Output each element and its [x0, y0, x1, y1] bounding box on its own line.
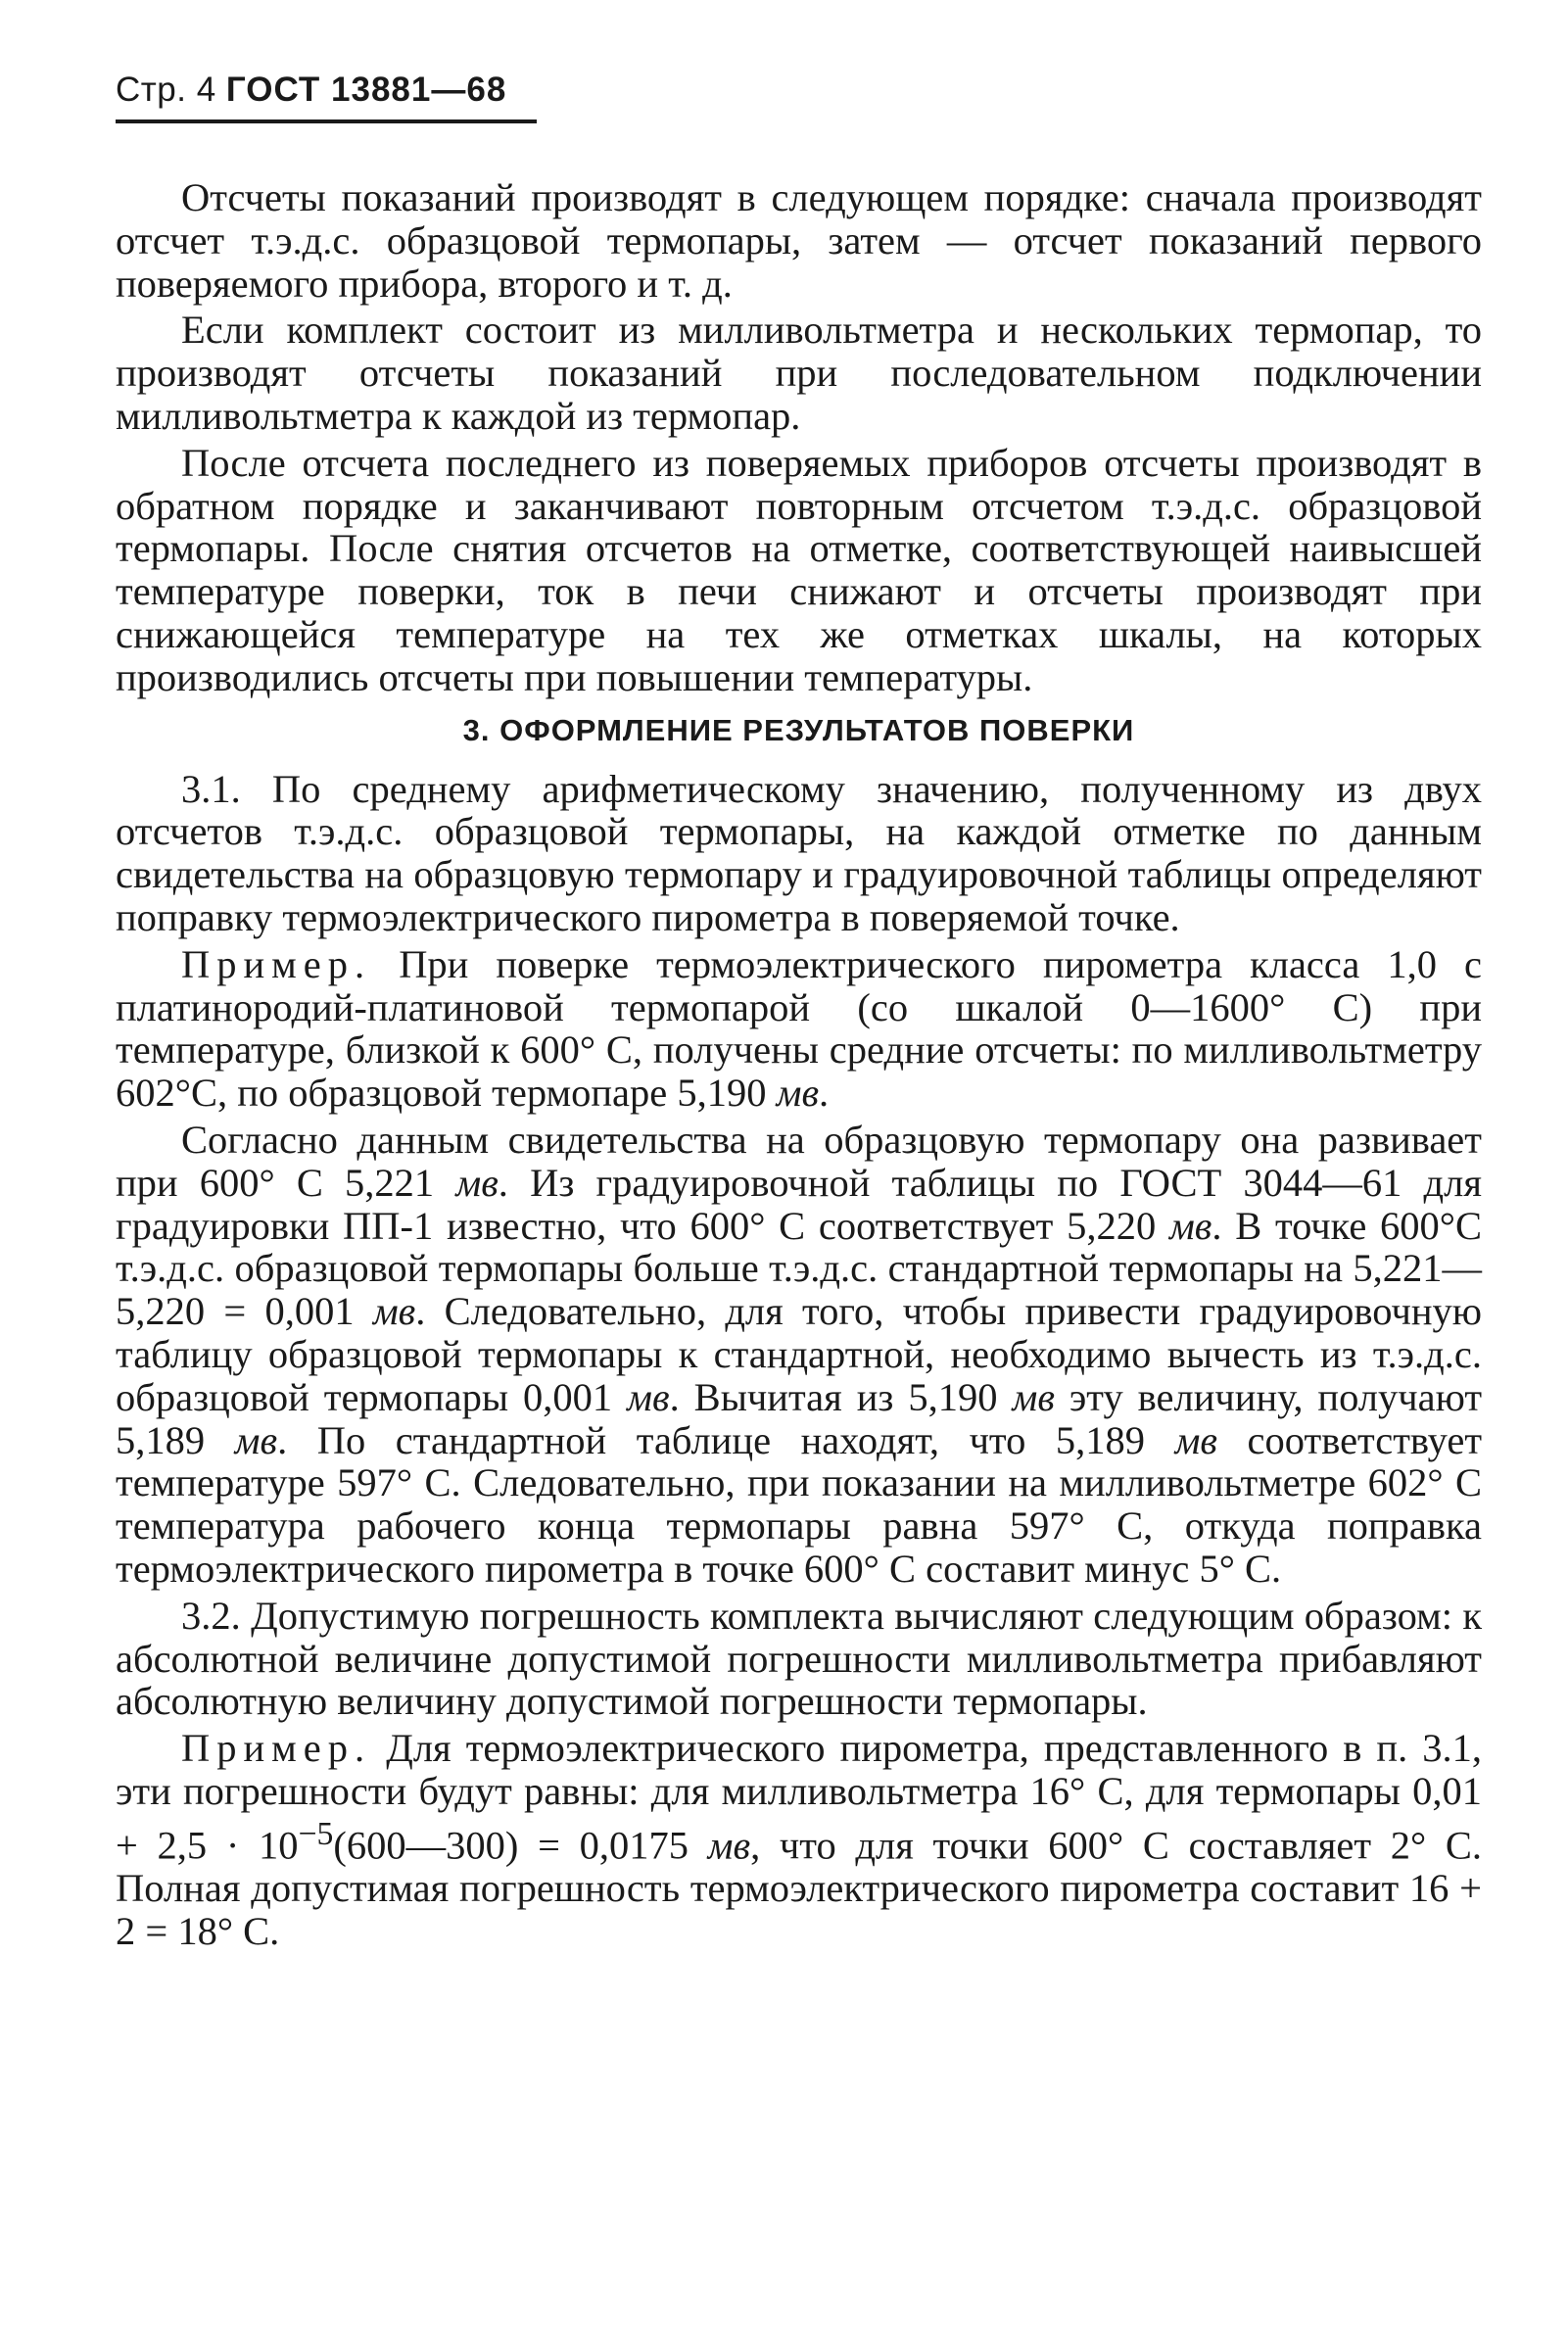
unit-mv: мв: [627, 1374, 670, 1419]
example-paragraph: [116, 1727, 1482, 1952]
paragraph: 3.1. По среднему арифметическому значению, полученному из двух отсчетов т.э.д.с. образцовой термопары, на каждой отметке по данным свидетельства на образцовую термопару и градуировочной таблицы определяют поправку термоэлектрического пирометра в поверяемой точке.: [116, 766, 1482, 939]
unit-mv: мв: [707, 1823, 751, 1868]
page-label: Стр. 4: [116, 71, 216, 109]
example-paragraph: [116, 943, 1482, 1115]
paragraph: 3.2. Допустимую погрешность комплекта вычисляют следующим образом: к абсолютной величине допустимой погрешности милливольтметра прибавляют абсолютную величину допустимой погрешности термопары.: [116, 1593, 1482, 1724]
exponent: −5: [298, 1815, 334, 1852]
paragraph: После отсчета последнего из поверяемых приборов отсчеты производят в обратном порядке и заканчивают повторным отсчетом т.э.д.с. образцовой термопары. После снятия отсчетов на отметке, соответствующей наивысшей температуре поверки, ток в печи снижают и отсчеты производят при снижающейся температуре на тех же отметках шкалы, на которых производились отсчеты при повышении температуры.: [116, 440, 1482, 699]
paragraph-text: Для термоэлектрического пирометра, представленного в п. 3.1, эти погрешности будут равны: для милливольтметра 16° С, для термопары 0,01 + 2,5 · 10: [116, 1726, 1482, 1868]
document-id: ГОСТ 13881—68: [225, 71, 507, 109]
paragraph-text: . Следовательно, для того, чтобы привести градуировочную таблицу образцовой термопары к стандартной, необходимо вычесть из т.э.д.с. образцовой термопары 0,001: [116, 1289, 1482, 1419]
paragraph-text: При поверке термоэлектрического пирометра класса 1,0 с платинородий-платиновой термопарой (со шкалой 0—1600° С) при температуре, близкой к 600° С, получены средние отсчеты: по милливольтметру 602°С, по образцовой термопаре 5,190: [116, 941, 1483, 1116]
document-body: [116, 176, 1482, 1957]
example-lead: Пример.: [181, 941, 372, 986]
unit-mv: мв: [1168, 1203, 1212, 1248]
running-head: [116, 69, 537, 112]
unit-mv: мв: [1012, 1374, 1055, 1419]
unit-mv: мв: [372, 1289, 416, 1334]
paragraph-text: . Из градуировочной таблицы по ГОСТ 3044—61 для градуировки ПП-1 известно, что 600° С соответствует 5,220: [116, 1160, 1483, 1248]
header-rule: [116, 119, 537, 123]
paragraph-text: Согласно данным свидетельства на образцовую термопару она развивает при 600° С 5,221: [116, 1117, 1482, 1205]
paragraph: [116, 1119, 1482, 1591]
unit-mv: мв: [234, 1417, 278, 1462]
section-title: 3. ОФОРМЛЕНИЕ РЕЗУЛЬТАТОВ ПОВЕРКИ: [462, 712, 1135, 747]
paragraph: Если комплект состоит из милливольтметра и нескольких термопар, то производят отсчеты показаний при последовательном подключении милливольтметра к каждой из термопар.: [116, 308, 1482, 438]
paragraph-text: , что для точки 600° С составляет 2° С. Полная допустимая погрешность термоэлектрического пирометра составит 16 + 2 = 18° С.: [116, 1823, 1483, 1953]
paragraph: Отсчеты показаний производят в следующем порядке: сначала производят отсчет т.э.д.с. образцовой термопары, затем — отсчет показаний первого поверяемого прибора, второго и т. д.: [116, 175, 1482, 306]
paragraph-text: соответствует температуре 597° С. Следовательно, при показании на милливольтметре 602° С температура рабочего конца термопары равна 597° С, откуда поправка термоэлектрического пирометра в точке 600° С составит минус 5° С.: [116, 1417, 1483, 1591]
unit-mv: мв: [1174, 1417, 1217, 1462]
unit-mv: мв: [455, 1160, 499, 1205]
paragraph-text: . По стандартной таблице находят, что 5,189: [277, 1417, 1146, 1462]
paragraph-text: эту величину, получают 5,189: [116, 1374, 1483, 1462]
paragraph-text: (600—300) = 0,0175: [333, 1823, 689, 1868]
paragraph-text: .: [819, 1071, 830, 1116]
example-lead: Пример.: [181, 1726, 372, 1771]
unit-mv: мв: [776, 1071, 820, 1116]
paragraph-text: . Вычитая из 5,190: [669, 1374, 998, 1419]
page-header: [116, 69, 537, 123]
paragraph-text: . В точке 600°С т.э.д.с. образцовой термопары больше т.э.д.с. стандартной термопары на 5,221—5,220 = 0,001: [116, 1203, 1482, 1334]
